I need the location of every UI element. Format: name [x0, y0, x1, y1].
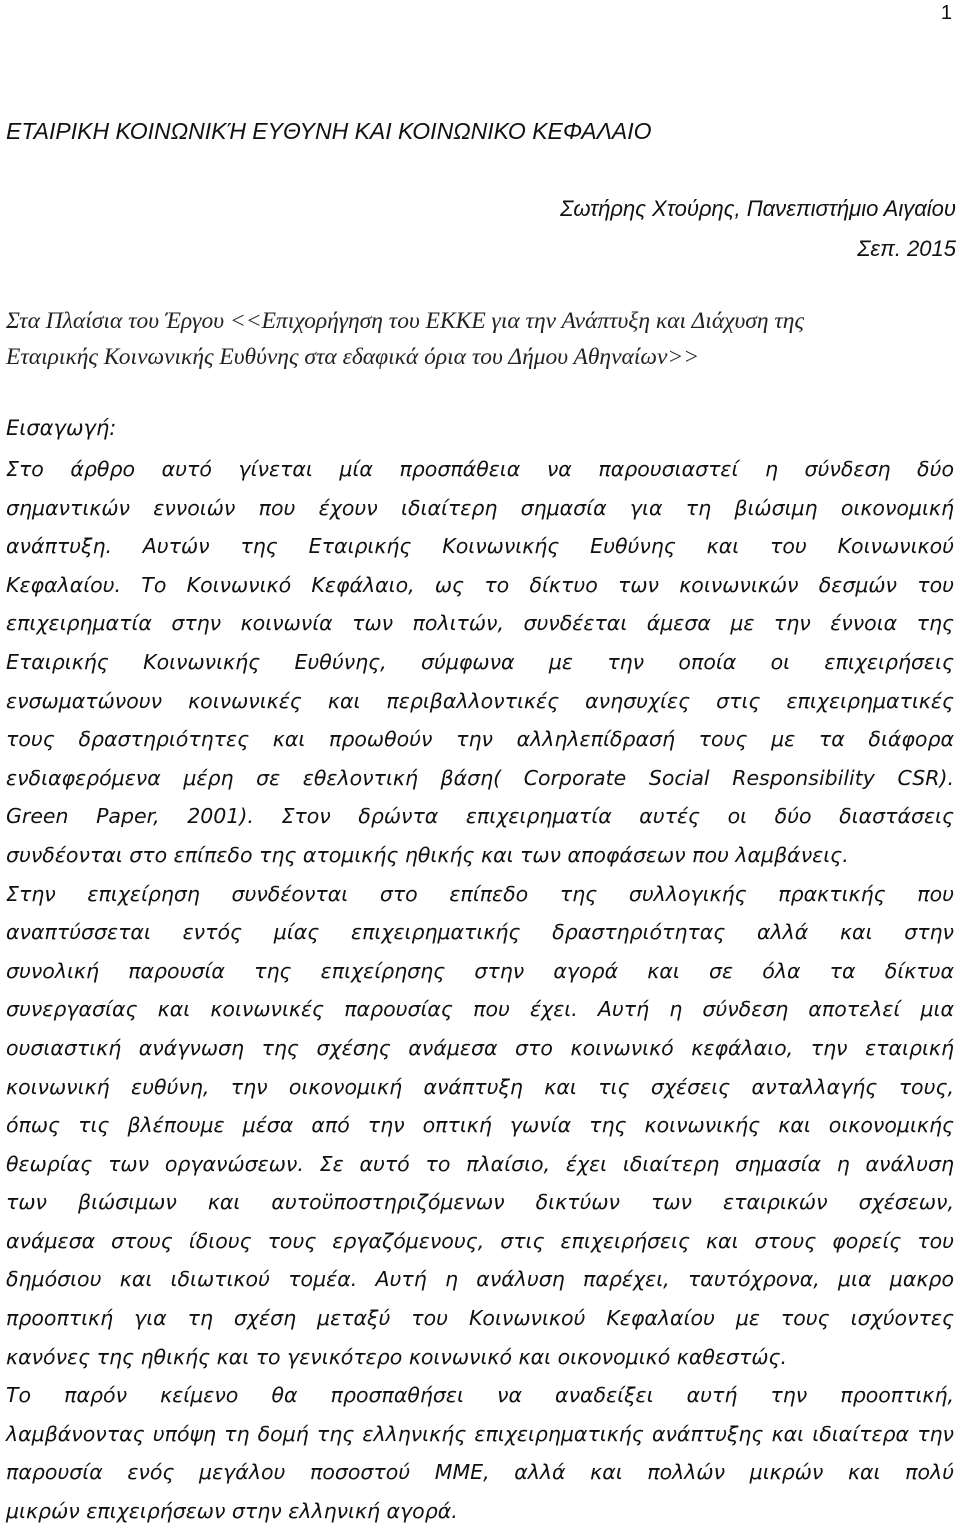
- body-line: ενδιαφερόμενα μέρη σε εθελοντική βάση( Corporate Social Responsibility CSR).: [6, 765, 954, 790]
- body-line: Green Paper, 2001). Στον δρώντα επιχειρηματία αυτές οι δύο διαστάσεις: [6, 804, 954, 829]
- body-line: τους δραστηριότητες και προωθούν την αλληλεπίδρασή τους με τα διάφορα: [6, 727, 954, 752]
- intro-heading: Εισαγωγή:: [6, 416, 117, 440]
- body-line: Στο άρθρο αυτό γίνεται μία προσπάθεια να παρουσιαστεί η σύνδεση δύο: [6, 457, 954, 481]
- body-line: συνεργασίας και κοινωνικές παρουσίας που έχει. Αυτή η σύνδεση αποτελεί μια: [6, 997, 954, 1022]
- body-line: ενσωματώνουν κοινωνικές και περιβαλλοντικές ανησυχίες στις επιχειρηματικές: [6, 688, 954, 713]
- body-text: [6, 450, 954, 1531]
- body-line: κοινωνική ευθύνη, την οικονομική ανάπτυξη και τις σχέσεις ανταλλαγής τους,: [6, 1074, 954, 1099]
- body-line: Το παρόν κείμενο θα προσπαθήσει να αναδείξει αυτή την προοπτική,: [6, 1383, 954, 1408]
- body-line: Κεφαλαίου. Το Κοινωνικό Κεφάλαιο, ως το δίκτυο των κοινωνικών δεσμών του: [6, 572, 954, 597]
- body-line: ουσιαστική ανάγνωση της σχέσης ανάμεσα στο κοινωνικό κεφάλαιο, την εταιρική: [6, 1035, 954, 1060]
- body-line: επιχειρηματία στην κοινωνία των πολιτών, συνδέεται άμεσα με την έννοια της: [6, 611, 954, 636]
- body-line: παρουσία ενός μεγάλου ποσοστού ΜΜΕ, αλλά και πολλών μικρών και πολύ: [6, 1460, 954, 1485]
- page-number: 1: [940, 2, 952, 24]
- body-line: όπως τις βλέπουμε μέσα από την οπτική γωνία της κοινωνικής και οικονομικής: [6, 1113, 954, 1138]
- date-line: Σεπ. 2015: [857, 236, 956, 261]
- project-frame-note: [6, 303, 956, 375]
- body-line: λαμβάνοντας υπόψη τη δομή της ελληνικής επιχειρηματικής ανάπτυξης και ιδιαίτερα την: [6, 1421, 954, 1446]
- body-line: συνολική παρουσία της επιχείρησης στην αγορά και σε όλα τα δίκτυα: [6, 958, 954, 983]
- body-line: σημαντικών εννοιών που έχουν ιδιαίτερη σημασία για τη βιώσιμη οικονομική: [6, 495, 954, 520]
- body-line: Εταιρικής Κοινωνικής Ευθύνης, σύμφωνα με την οποία οι επιχειρήσεις: [6, 649, 954, 674]
- body-line: κανόνες της ηθικής και το γενικότερο κοινωνικό και οικονομικό καθεστώς.: [6, 1344, 788, 1369]
- body-line: μικρών επιχειρήσεων στην ελληνική αγορά.: [6, 1499, 458, 1524]
- body-line: θεωρίας των οργανώσεων. Σε αυτό το πλαίσιο, έχει ιδιαίτερη σημασία η ανάλυση: [6, 1151, 954, 1176]
- body-line: Στην επιχείρηση συνδέονται στο επίπεδο της συλλογικής πρακτικής που: [6, 881, 954, 906]
- body-line: δημόσιου και ιδιωτικού τομέα. Αυτή η ανάλυση παρέχει, ταυτόχρονα, μια μακρο: [6, 1267, 954, 1292]
- body-line: ανάπτυξη. Αυτών της Εταιρικής Κοινωνικής Ευθύνης και του Κοινωνικού: [6, 534, 954, 559]
- frame-note-line: Εταιρικής Κοινωνικής Ευθύνης στα εδαφικά όρια του Δήμου Αθηναίων>>: [6, 344, 700, 370]
- author-line: Σωτήρης Χτούρης, Πανεπιστήμιο Αιγαίου: [560, 196, 956, 221]
- body-line: των βιώσιμων και αυτοϋποστηριζόμενων δικτύων των εταιρικών σχέσεων,: [6, 1190, 954, 1215]
- body-line: προοπτική για τη σχέση μεταξύ του Κοινωνικού Κεφαλαίου με τους ισχύοντες: [6, 1306, 954, 1331]
- body-line: συνδέονται στο επίπεδο της ατομικής ηθικής και των αποφάσεων που λαμβάνεις.: [6, 842, 849, 867]
- frame-note-line: Στα Πλαίσια του Έργου <<Επιχορήγηση του ΕΚΚΕ για την Ανάπτυξη και Διάχυση της: [6, 308, 805, 334]
- document-title: ΕΤΑΙΡΙΚΗ ΚΟΙΝΩΝΙΚΉ ΕΥΘΥΝΗ ΚΑΙ ΚΟΙΝΩΝΙΚΟ ΚΕΦΑΛΑΙΟ: [6, 118, 652, 144]
- body-line: ανάμεσα στους ίδιους τους εργαζόμενους, στις επιχειρήσεις και στους φορείς του: [6, 1228, 954, 1253]
- body-line: αναπτύσσεται εντός μίας επιχειρηματικής δραστηριότητας αλλά και στην: [6, 920, 954, 945]
